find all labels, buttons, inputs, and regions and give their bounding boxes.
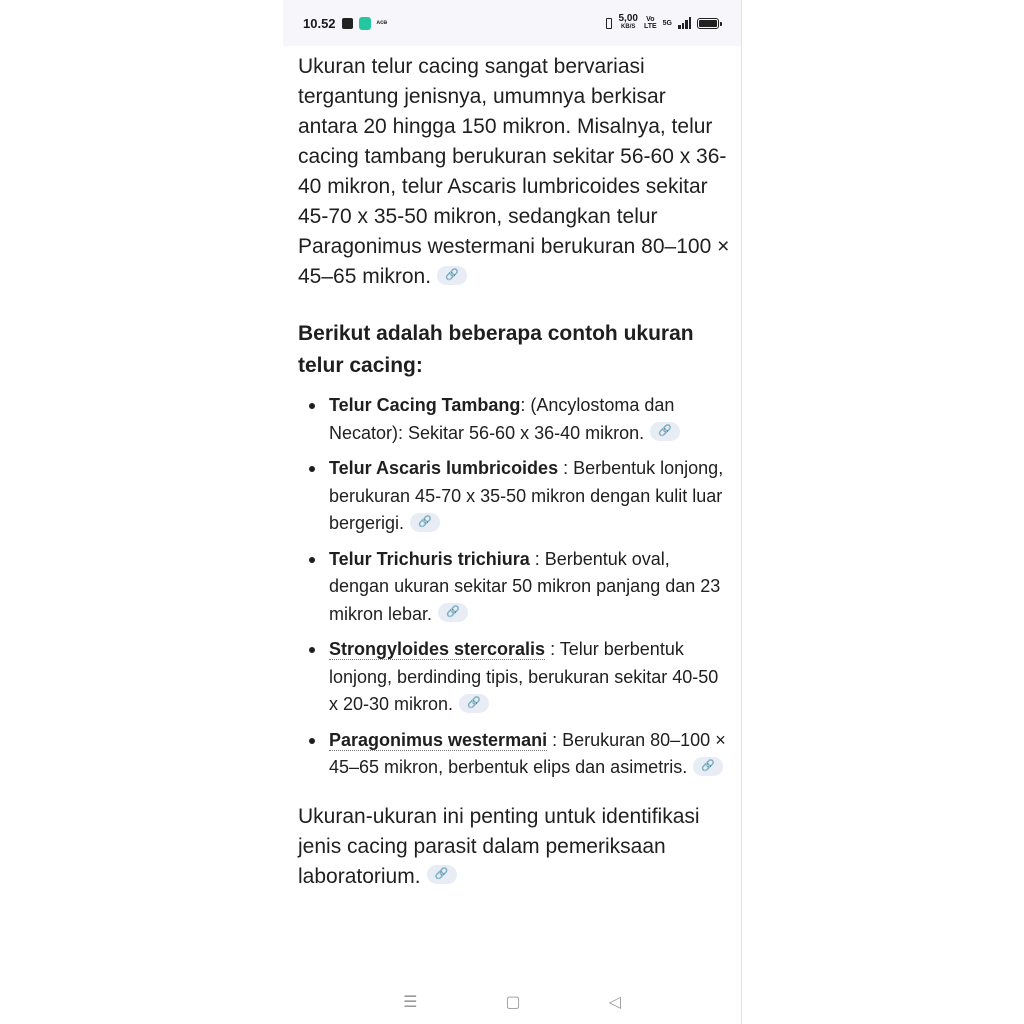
list-item-term: Telur Ascaris lumbricoides (329, 458, 559, 478)
status-left (303, 16, 387, 31)
source-link-icon[interactable]: 🔗 (410, 513, 440, 532)
list-item (329, 455, 730, 538)
intro-text: Ukuran telur cacing sangat bervariasi tergantung jenisnya, umumnya berkisar antara 20 hingga 150 mikron. Misalnya, telur cacing tambang berukuran sekitar 56-60 x 36-40 mikron, telur Ascaris lumbricoides sekitar 45-70 x 35-50 mikron, sedangkan telur Paragonimus westermani berukuran 80–100 × 45–65 mikron. (298, 55, 730, 288)
status-bar (283, 0, 741, 46)
volte-indicator (644, 16, 657, 30)
list-item-text: : Berukuran 80–100 × 45–65 mikron, berbentuk elips dan asimetris. (329, 729, 726, 777)
phone-screen (283, 0, 742, 1024)
vibrate-icon (606, 18, 612, 29)
egg-size-list (298, 392, 730, 782)
source-link-icon[interactable]: 🔗 (459, 694, 489, 713)
intro-paragraph (298, 52, 730, 292)
source-link-icon[interactable]: 🔗 (650, 422, 680, 441)
list-item-term: Telur Trichuris trichiura (329, 548, 530, 569)
list-heading: Berikut adalah beberapa contoh ukuran telur cacing: (298, 322, 694, 377)
battery-fill (699, 20, 717, 27)
bag-icon (342, 18, 353, 29)
closing-text: Ukuran-ukuran ini penting untuk identifikasi jenis cacing parasit dalam pemeriksaan laboratorium. (298, 804, 700, 888)
back-icon[interactable]: ◁ (608, 994, 621, 1011)
list-item-text: : (Ancylostoma dan Necator): Sekitar 56-60 x 36-40 mikron. (329, 395, 675, 443)
list-item (329, 546, 730, 629)
list-item-term-link[interactable]: Strongyloides stercoralis (329, 639, 546, 659)
navigation-bar (283, 980, 741, 1024)
list-item-text: : Berbentuk oval, dengan ukuran sekitar 50 mikron panjang dan 23 mikron lebar. (329, 548, 721, 624)
list-item (329, 392, 730, 447)
status-time: 10.52 (303, 15, 336, 31)
status-right (606, 15, 719, 31)
volte-bottom: LTE (643, 23, 657, 30)
list-item-text: : Telur berbentuk lonjong, berdinding tipis, berukuran sekitar 40-50 x 20-30 mikron. (329, 639, 719, 714)
source-link-icon[interactable]: 🔗 (437, 266, 467, 285)
speed-value: 5,00 (618, 13, 638, 24)
signal-icon (678, 17, 691, 29)
volte-top: Vo (646, 16, 655, 23)
list-item-text: : Berbentuk lonjong, berukuran 45-70 x 35-50 mikron dengan kulit luar bergerigi. (329, 458, 724, 533)
source-link-icon[interactable]: 🔗 (438, 603, 468, 622)
list-item (329, 727, 730, 782)
source-link-icon[interactable]: 🔗 (427, 865, 457, 884)
list-item-term-link[interactable]: Paragonimus westermani (329, 729, 548, 750)
answer-content (298, 52, 730, 892)
small-logo: ᴀᴄᴃ (376, 20, 388, 26)
speed-unit: KB/S (621, 24, 636, 30)
network-type: 5G (662, 19, 672, 27)
list-item (329, 636, 730, 719)
network-speed (618, 15, 637, 31)
source-link-icon[interactable]: 🔗 (693, 757, 723, 776)
list-item-term: Telur Cacing Tambang (329, 395, 521, 415)
menu-icon[interactable]: ☰ (403, 994, 418, 1011)
closing-paragraph (298, 802, 730, 892)
app-icon (359, 17, 371, 30)
battery-icon (697, 18, 719, 29)
home-icon[interactable]: ▢ (505, 994, 521, 1011)
